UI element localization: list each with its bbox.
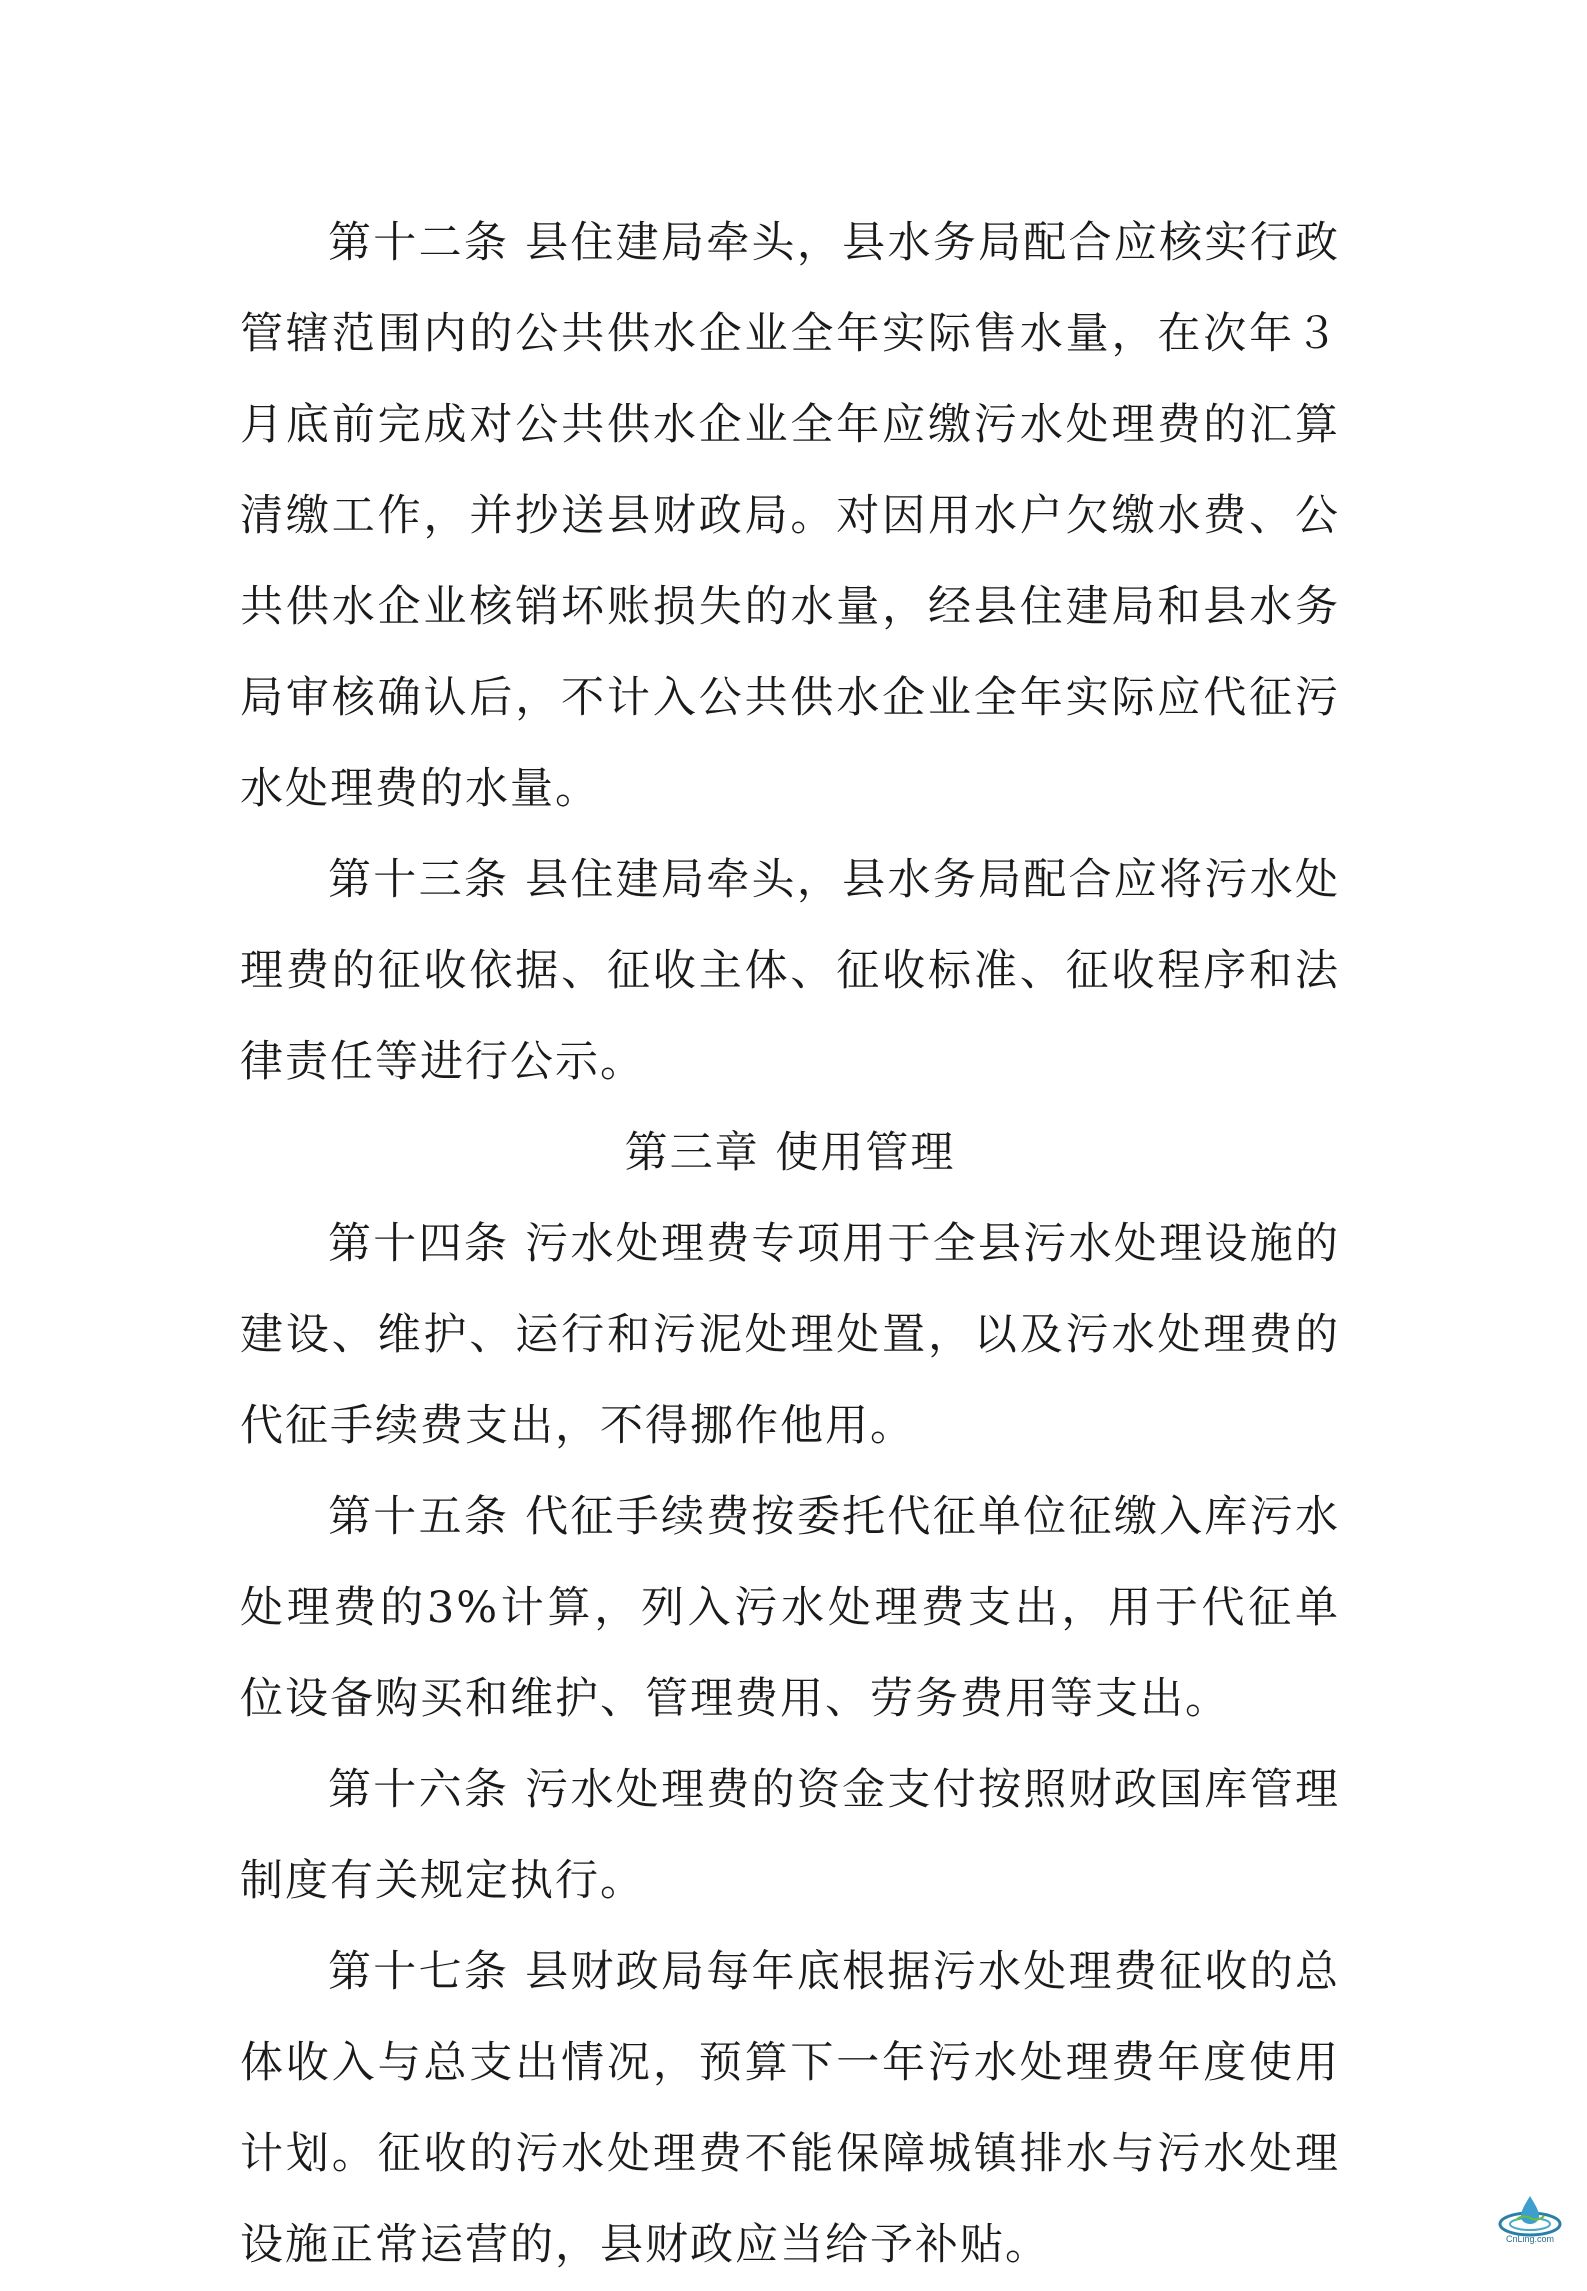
article-12: 第十二条 县住建局牵头，县水务局配合应核实行政管辖范围内的公共供水企业全年实际售水量，在次年３月底前完成对公共供水企业全年应缴污水处理费的汇算清缴工作，并抄送县财政局。对因用水户欠缴水费、公共供水企业核销坏账损失的水量，经县住建局和县水务局审核确认后，不计入公共供水企业全年实际应代征污水处理费的水量。 [240,218,1340,814]
document-body [240,198,1340,2291]
article-15: 第十五条 代征手续费按委托代征单位征缴入库污水处理费的3%计算，列入污水处理费支出，用于代征单位设备购买和维护、管理费用、劳务费用等支出。 [240,1492,1340,1724]
chapter-heading: 第三章 使用管理 [624,1128,956,1178]
article-14: 第十四条 污水处理费专项用于全县污水处理设施的建设、维护、运行和污泥处理处置，以及污水处理费的代征手续费支出，不得挪作他用。 [240,1219,1340,1451]
article-16: 第十六条 污水处理费的资金支付按照财政国库管理制度有关规定执行。 [240,1765,1340,1906]
article-13: 第十三条 县住建局牵头，县水务局配合应将污水处理费的征收依据、征收主体、征收标准、征收程序和法律责任等进行公示。 [240,855,1340,1087]
water-drop-logo-icon [1494,2192,1566,2240]
watermark-text: CnLing.com [1505,2234,1555,2244]
article-17: 第十七条 县财政局每年底根据污水处理费征收的总体收入与总支出情况，预算下一年污水处理费年度使用计划。征收的污水处理费不能保障城镇排水与污水处理设施正常运营的，县财政应当给予补贴。 [240,1947,1340,2270]
